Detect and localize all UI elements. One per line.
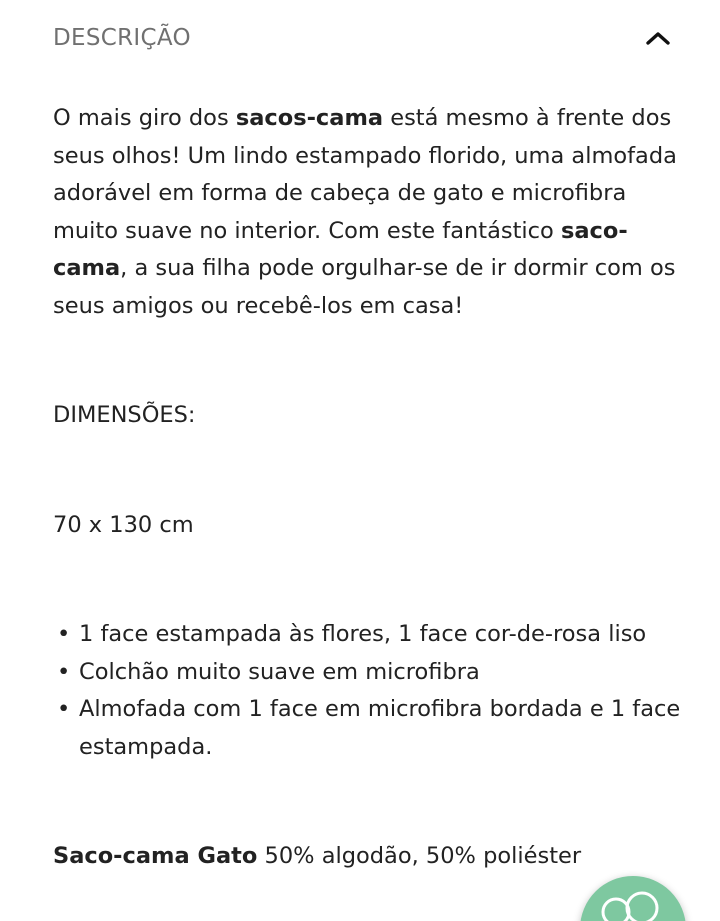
- list-item: • 1 face estampada às flores, 1 face cor-de-rosa liso: [53, 616, 683, 654]
- dimensions-value: 70 x 130 cm: [53, 511, 194, 538]
- description-text-1: O mais giro dos: [53, 105, 236, 131]
- description-text-2: está mesmo à frente dos seus olhos! Um lindo estampado florido, uma almofada adorável em forma de cabeça de gato e microfibra muito suave no interior. Com este fantástico: [53, 105, 677, 244]
- composition-product-name: Saco-cama Gato: [53, 843, 258, 869]
- description-paragraph: [53, 100, 683, 325]
- composition-materials: 50% algodão, 50% poliéster: [257, 843, 582, 869]
- description-section-header[interactable]: [0, 0, 720, 78]
- collapse-toggle-button[interactable]: [640, 22, 676, 58]
- chat-fab-button[interactable]: [580, 876, 686, 921]
- description-bold-2: saco-cama: [53, 217, 628, 281]
- description-text-3: , a sua filha pode orgulhar-se de ir dormir com os seus amigos ou recebê-los em casa!: [53, 255, 676, 319]
- dimensions-heading: DIMENSÕES:: [53, 402, 196, 428]
- composition-line: [53, 838, 683, 876]
- list-item: • Colchão muito suave em microfibra: [53, 654, 683, 692]
- features-list: [53, 616, 683, 766]
- section-title: DESCRIÇÃO: [53, 25, 191, 51]
- list-item: • Almofada com 1 face em microfibra bordada e 1 face estampada.: [53, 691, 683, 766]
- description-content: [53, 100, 683, 876]
- description-bold-1: sacos-cama: [235, 105, 384, 131]
- chevron-up-icon: [645, 30, 671, 50]
